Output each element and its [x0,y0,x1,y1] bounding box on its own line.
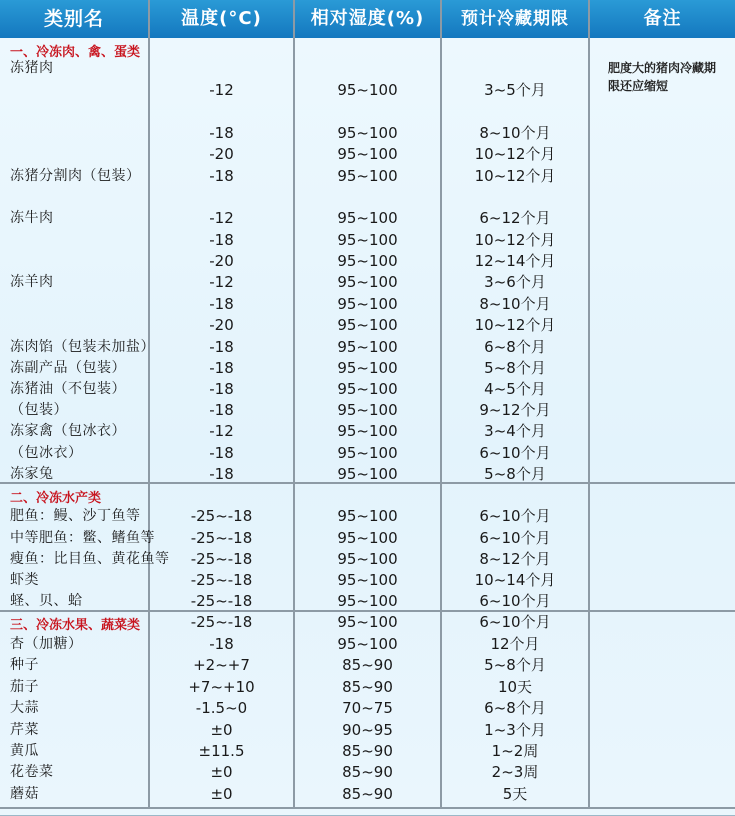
temperature-value: -18 [209,444,234,462]
category-name: 茄子 [10,679,39,695]
humidity-value: 95~100 [337,401,398,419]
humidity-value: 95~100 [337,338,398,356]
category-name: 冻家禽（包冰衣） [10,423,126,439]
storage-period: 5~8个月 [484,656,546,674]
temperature-value: -12 [209,422,234,440]
temperature-value: -25~-18 [190,550,253,568]
temperature-value: -18 [209,465,234,483]
temperature-value: -18 [209,635,234,653]
storage-period: 8~10个月 [479,124,551,142]
category-name: 种子 [10,657,39,673]
humidity-value: 95~100 [337,444,398,462]
temperature-value: +7~+10 [188,678,255,696]
temperature-value: -18 [209,167,234,185]
humidity-value: 95~100 [337,571,398,589]
humidity-value: 95~100 [337,167,398,185]
temperature-value: -18 [209,295,234,313]
humidity-value: 95~100 [337,273,398,291]
storage-period: 4~5个月 [484,380,546,398]
storage-period: 3~5个月 [484,81,546,99]
storage-period: 12个月 [490,635,540,653]
storage-period: 5~8个月 [484,465,546,483]
temperature-value: -18 [209,124,234,142]
temperature-value: -18 [209,231,234,249]
humidity-value: 95~100 [337,252,398,270]
temperature-value: -20 [209,316,234,334]
category-name: 冻猪肉 [10,60,54,76]
category-name: 肥鱼：鳗、沙丁鱼等 [10,508,141,524]
storage-period: 12~14个月 [474,252,556,270]
section-title-produce: 三、冷冻水果、蔬菜类 [10,618,141,633]
storage-period: 5~8个月 [484,359,546,377]
humidity-value: 95~100 [337,550,398,568]
storage-period: 6~12个月 [479,209,551,227]
humidity-value: 95~100 [337,209,398,227]
temperature-value: -18 [209,359,234,377]
category-name: 蘑菇 [10,786,39,802]
humidity-value: 85~90 [342,656,393,674]
humidity-value: 95~100 [337,124,398,142]
temperature-value: -25~-18 [190,507,253,525]
temperature-value: ±0 [210,763,233,781]
humidity-value: 95~100 [337,529,398,547]
temperature-value: -25~-18 [190,592,253,610]
humidity-value: 95~100 [337,635,398,653]
storage-period: 2~3周 [491,763,539,781]
table-bottom-border [0,807,735,809]
humidity-value: 95~100 [337,380,398,398]
temperature-value: -12 [209,81,234,99]
temperature-value: -20 [209,252,234,270]
humidity-value: 95~100 [337,465,398,483]
storage-period: 10~12个月 [474,167,556,185]
storage-period: 10天 [497,678,533,696]
humidity-value: 85~90 [342,742,393,760]
section-title-seafood: 二、冷冻水产类 [10,491,102,506]
storage-period: 6~8个月 [484,338,546,356]
category-name: 杏（加糖） [10,636,83,652]
temperature-value: ±0 [210,721,233,739]
storage-period: 10~12个月 [474,145,556,163]
category-name: （包冰衣） [10,445,83,461]
storage-period: 6~10个月 [479,613,551,631]
category-name: 芹菜 [10,722,39,738]
temperature-value: -25~-18 [190,529,253,547]
storage-period: 5天 [502,785,528,803]
temperature-value: -1.5~0 [195,699,248,717]
humidity-value: 95~100 [337,145,398,163]
category-name: 花卷菜 [10,764,54,780]
temperature-value: -12 [209,209,234,227]
note-text: 肥度大的猪肉冷藏期限还应缩短 [608,61,717,93]
humidity-value: 95~100 [337,231,398,249]
section-divider [0,610,735,612]
storage-period: 1~2周 [491,742,539,760]
category-name: 瘦鱼：比目鱼、黄花鱼等 [10,551,170,567]
storage-period: 6~10个月 [479,444,551,462]
humidity-value: 95~100 [337,592,398,610]
category-name: 冻家兔 [10,466,54,482]
header-note: 备注 [643,8,682,29]
storage-period: 8~12个月 [479,550,551,568]
section-title-meat: 一、冷冻肉、禽、蛋类 [10,45,141,60]
category-name: 冻副产品（包装） [10,360,126,376]
humidity-value: 95~100 [337,295,398,313]
humidity-value: 95~100 [337,422,398,440]
storage-period: 9~12个月 [479,401,551,419]
humidity-value: 95~100 [337,316,398,334]
temperature-value: -18 [209,380,234,398]
temperature-value: -12 [209,273,234,291]
category-name: 冻羊肉 [10,274,54,290]
humidity-value: 70~75 [342,699,393,717]
temperature-value: +2~+7 [193,656,250,674]
storage-period: 8~10个月 [479,295,551,313]
temperature-value: -18 [209,338,234,356]
humidity-value: 90~95 [342,721,393,739]
category-name: （包装） [10,402,68,418]
storage-period: 3~4个月 [484,422,546,440]
storage-period: 1~3个月 [484,721,546,739]
humidity-value: 95~100 [337,359,398,377]
table-header [0,0,735,38]
category-name: 冻肉馅（包装未加盐） [10,339,155,355]
category-name: 黄瓜 [10,743,39,759]
storage-period: 3~6个月 [484,273,546,291]
header-period: 预计冷藏期限 [461,9,569,29]
storage-period: 6~10个月 [479,529,551,547]
storage-period: 10~12个月 [474,316,556,334]
header-temperature: 温度(°C) [181,8,262,29]
storage-period: 10~14个月 [474,571,556,589]
humidity-value: 85~90 [342,678,393,696]
category-name: 冻猪分割肉（包装） [10,168,141,184]
storage-period: 6~10个月 [479,507,551,525]
humidity-value: 85~90 [342,785,393,803]
storage-period: 6~10个月 [479,592,551,610]
category-name: 虾类 [10,572,39,588]
column-divider [588,0,590,809]
header-humidity: 相对湿度(%) [310,8,425,29]
category-name: 冻牛肉 [10,210,54,226]
humidity-value: 85~90 [342,763,393,781]
category-name: 冻猪油（不包装） [10,381,126,397]
temperature-value: -25~-18 [190,571,253,589]
category-name: 大蒜 [10,700,39,716]
storage-period: 6~8个月 [484,699,546,717]
category-name: 中等肥鱼：鳖、鳍鱼等 [10,530,155,546]
temperature-value: ±0 [210,785,233,803]
temperature-value: -18 [209,401,234,419]
header-category: 类别名 [43,8,104,30]
temperature-value: -20 [209,145,234,163]
category-name: 蛏、贝、蛤 [10,593,83,609]
temperature-value: -25~-18 [190,613,253,631]
humidity-value: 95~100 [337,507,398,525]
humidity-value: 95~100 [337,81,398,99]
humidity-value: 95~100 [337,613,398,631]
temperature-value: ±11.5 [198,742,245,760]
storage-period: 10~12个月 [474,231,556,249]
